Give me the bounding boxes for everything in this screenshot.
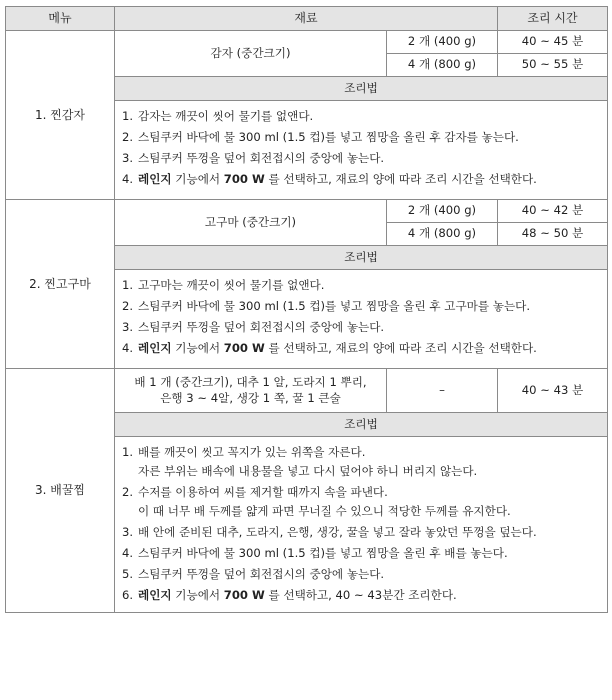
recipe-2-method-label: 조리법 xyxy=(115,246,608,270)
step-bold-power: 700 W xyxy=(223,172,265,186)
recipe-2-amount-2: 4 개 (800 g) xyxy=(387,223,498,246)
step-item xyxy=(122,318,599,337)
step-text: 를 선택하고, 재료의 양에 따라 조리 시간을 선택한다. xyxy=(264,172,537,186)
step-item xyxy=(122,276,599,295)
step-text: 배 안에 준비된 대추, 도라지, 은행, 생강, 꿀을 넣고 잘라 놓았던 뚜껑을 덮는다. xyxy=(138,525,537,539)
recipe-1-ingredient: 감자 (중간크기) xyxy=(115,31,387,77)
step-item xyxy=(122,128,599,147)
recipe-3-ingredient xyxy=(115,369,387,413)
step-text: 스팀쿠커 바닥에 물 300 ml (1.5 컵)를 넣고 찜망을 올린 후 배를 놓는다. xyxy=(138,546,508,560)
step-item xyxy=(122,297,599,316)
header-row xyxy=(6,7,608,31)
step-text: 스팀쿠커 뚜껑을 덮어 회전접시의 중앙에 놓는다. xyxy=(138,151,385,165)
step-number: 4. xyxy=(122,546,134,560)
recipe-2-steps xyxy=(115,270,608,369)
step-item xyxy=(122,586,599,605)
step-text-mid: 기능에서 xyxy=(171,341,224,355)
recipe-3-time: 40 ~ 43 분 xyxy=(498,369,608,413)
step-text: 를 선택하고, 40 ~ 43분간 조리한다. xyxy=(264,588,457,602)
step-item xyxy=(122,443,599,481)
step-bold-mode: 레인지 xyxy=(138,341,172,355)
step-text: 배를 깨끗이 씻고 꼭지가 있는 위쪽을 자른다. xyxy=(138,445,366,459)
step-text: 스팀쿠커 바닥에 물 300 ml (1.5 컵)를 넣고 찜망을 올린 후 감자를 놓는다. xyxy=(138,130,519,144)
step-number: 2. xyxy=(122,130,134,144)
step-text: 를 선택하고, 재료의 양에 따라 조리 시간을 선택한다. xyxy=(264,341,537,355)
recipe-1-row-a xyxy=(6,31,608,54)
step-number: 3. xyxy=(122,320,134,334)
step-number: 2. xyxy=(122,299,134,313)
recipe-1-time-2: 50 ~ 55 분 xyxy=(498,54,608,77)
step-text: 스팀쿠커 뚜껑을 덮어 회전접시의 중앙에 놓는다. xyxy=(138,320,385,334)
step-text: 감자는 깨끗이 씻어 물기를 없앤다. xyxy=(138,109,314,123)
recipe-2-time-2: 48 ~ 50 분 xyxy=(498,223,608,246)
recipe-3-ingredient-line-2: 은행 3 ~ 4알, 생강 1 쪽, 꿀 1 큰술 xyxy=(160,390,341,405)
step-number: 6. xyxy=(122,588,134,602)
recipe-2-amount-1: 2 개 (400 g) xyxy=(387,200,498,223)
recipe-1-amount-1: 2 개 (400 g) xyxy=(387,31,498,54)
step-number: 1. xyxy=(122,445,134,459)
step-number: 4. xyxy=(122,172,134,186)
step-text-continued: 자른 부위는 배속에 내용물을 넣고 다시 덮어야 하니 버리지 않는다. xyxy=(138,464,478,478)
recipe-3-method-label: 조리법 xyxy=(115,413,608,437)
step-item xyxy=(122,483,599,521)
step-number: 1. xyxy=(122,109,134,123)
step-number: 5. xyxy=(122,567,134,581)
header-ingredients: 재료 xyxy=(115,7,498,31)
step-text: 수저를 이용하여 씨를 제거할 때까지 속을 파낸다. xyxy=(138,485,388,499)
recipe-table-container xyxy=(5,6,607,613)
step-item xyxy=(122,149,599,168)
recipe-1-amount-2: 4 개 (800 g) xyxy=(387,54,498,77)
step-text: 스팀쿠커 바닥에 물 300 ml (1.5 컵)를 넣고 찜망을 올린 후 고구마를 놓는다. xyxy=(138,299,531,313)
step-bold-power: 700 W xyxy=(223,588,265,602)
recipe-2-ingredient: 고구마 (중간크기) xyxy=(115,200,387,246)
step-item xyxy=(122,107,599,126)
step-bold-mode: 레인지 xyxy=(138,172,172,186)
recipe-3-amount: – xyxy=(387,369,498,413)
step-text-continued: 이 때 너무 배 두께를 얇게 파면 무너질 수 있으니 적당한 두께를 유지한다. xyxy=(138,504,511,518)
step-number: 3. xyxy=(122,525,134,539)
header-time: 조리 시간 xyxy=(498,7,608,31)
recipe-3-steps xyxy=(115,437,608,613)
step-number: 3. xyxy=(122,151,134,165)
recipe-2-row-a xyxy=(6,200,608,223)
step-text: 고구마는 깨끗이 씻어 물기를 없앤다. xyxy=(138,278,325,292)
step-text-mid: 기능에서 xyxy=(171,588,224,602)
step-item xyxy=(122,170,599,189)
recipe-3-row-a xyxy=(6,369,608,413)
step-item xyxy=(122,339,599,358)
recipe-table xyxy=(5,6,608,613)
step-number: 1. xyxy=(122,278,134,292)
recipe-3-ingredient-line-1: 배 1 개 (중간크기), 대추 1 알, 도라지 1 뿌리, xyxy=(134,374,367,389)
header-menu: 메뉴 xyxy=(6,7,115,31)
step-text: 스팀쿠커 뚜껑을 덮어 회전접시의 중앙에 놓는다. xyxy=(138,567,385,581)
recipe-2-time-1: 40 ~ 42 분 xyxy=(498,200,608,223)
step-item xyxy=(122,523,599,542)
step-bold-power: 700 W xyxy=(223,341,265,355)
step-item xyxy=(122,544,599,563)
step-number: 4. xyxy=(122,341,134,355)
step-bold-mode: 레인지 xyxy=(138,588,172,602)
recipe-2-name: 2. 찐고구마 xyxy=(6,200,115,369)
recipe-1-steps xyxy=(115,101,608,200)
recipe-1-method-label: 조리법 xyxy=(115,77,608,101)
recipe-3-name: 3. 배꿀찜 xyxy=(6,369,115,613)
step-number: 2. xyxy=(122,485,134,499)
recipe-1-name: 1. 찐감자 xyxy=(6,31,115,200)
step-item xyxy=(122,565,599,584)
recipe-1-time-1: 40 ~ 45 분 xyxy=(498,31,608,54)
step-text-mid: 기능에서 xyxy=(171,172,224,186)
